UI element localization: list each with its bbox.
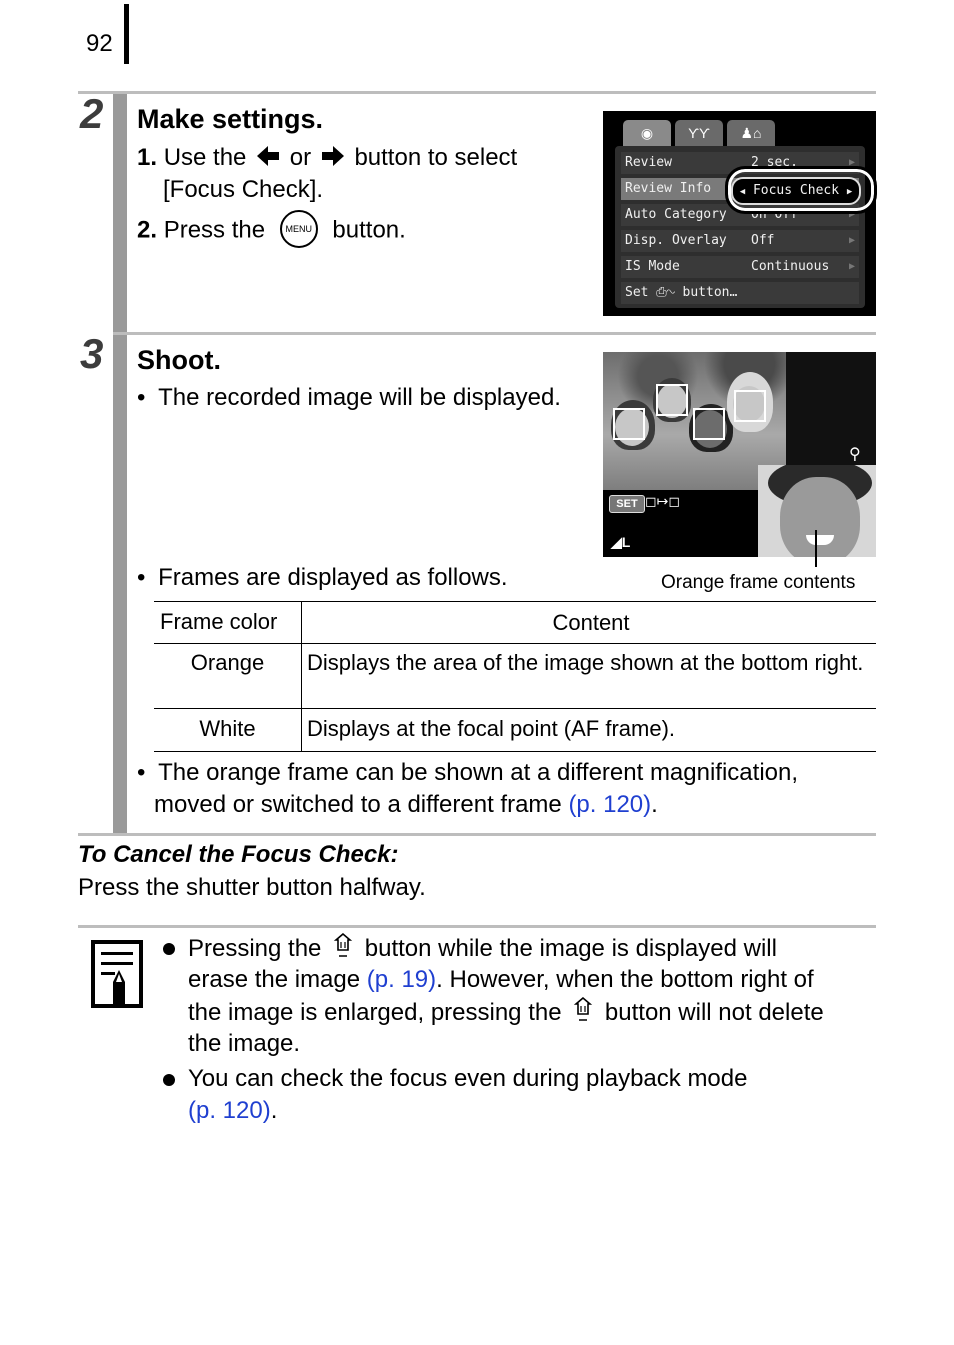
photo-caption: Orange frame contents bbox=[661, 572, 856, 593]
right-triangle-icon: ▶ bbox=[846, 187, 853, 197]
note-b2-line2 bbox=[188, 1095, 277, 1127]
menu-row bbox=[621, 256, 859, 278]
menu-row-label: Auto Category bbox=[625, 207, 727, 222]
page-link[interactable]: (p. 120) bbox=[188, 1097, 271, 1124]
orange-frame-zoom bbox=[758, 465, 876, 557]
left-triangle-icon: ◀ bbox=[739, 187, 746, 197]
menu-row-value: On Off bbox=[751, 207, 798, 222]
table-cell-color: Orange bbox=[154, 644, 302, 709]
menu-row-label: Review bbox=[625, 155, 672, 170]
magnify-icon: ⚲ bbox=[849, 446, 861, 463]
table-header-cell: Frame color bbox=[154, 602, 302, 644]
menu-button-label: MENU bbox=[285, 224, 312, 234]
bullet-dot-icon bbox=[163, 1074, 175, 1086]
note-text: . However, when the bottom right of bbox=[436, 966, 814, 993]
note-pencil-icon bbox=[91, 940, 147, 1012]
menu-row-label: Set ⎙∿ button… bbox=[625, 285, 738, 300]
menu-row-value: Continuous bbox=[751, 259, 830, 274]
step3-bullet3 bbox=[137, 757, 798, 789]
menu-row-value: 2 sec. bbox=[751, 155, 798, 170]
set-badge: SET bbox=[609, 495, 645, 513]
step3-heading: Shoot. bbox=[137, 345, 221, 375]
step3-number: 3 bbox=[80, 330, 104, 377]
table-cell-content: Displays the area of the image shown at the bottom right. bbox=[302, 644, 877, 709]
af-frame-white bbox=[656, 384, 688, 416]
zoom-face bbox=[780, 477, 860, 557]
right-triangle-icon: ▶ bbox=[848, 235, 855, 246]
table-cell-content: Displays at the focal point (AF frame). bbox=[302, 709, 877, 752]
note-text: Pressing the bbox=[188, 934, 322, 962]
note-b2-line1: You can check the focus even during playback mode bbox=[188, 1065, 748, 1092]
item1-post: button to select bbox=[354, 144, 518, 171]
menu-row-value: Off bbox=[751, 233, 775, 248]
item1-number: 1. bbox=[137, 144, 158, 171]
bullet3-line2: moved or switched to a different frame bbox=[154, 791, 562, 818]
focus-check-value bbox=[731, 177, 861, 205]
note-b1-line3 bbox=[188, 996, 824, 1031]
note-text: erase the image bbox=[188, 966, 361, 993]
af-frame-orange bbox=[693, 408, 725, 440]
step2-item1 bbox=[137, 142, 517, 175]
step2-number: 2 bbox=[80, 90, 104, 137]
table-cell-color: White bbox=[154, 709, 302, 752]
item2-number: 2. bbox=[137, 216, 158, 244]
cancel-text: Press the shutter button halfway. bbox=[78, 874, 426, 901]
bullet1-text: The recorded image will be displayed. bbox=[158, 384, 561, 411]
bullet3-line1: The orange frame can be shown at a different magnification, bbox=[158, 759, 799, 786]
table-row bbox=[154, 644, 876, 709]
frame-switch-icon: ◻↦◻ bbox=[645, 493, 680, 509]
step3-bullet1 bbox=[137, 382, 561, 414]
note-text: button will not delete bbox=[604, 998, 824, 1026]
note-text: . bbox=[270, 1097, 278, 1124]
table-header-row bbox=[154, 602, 876, 644]
right-triangle-icon: ▶ bbox=[848, 209, 855, 220]
note-b1-line4: the image. bbox=[188, 1030, 301, 1057]
selected-value-label: Focus Check bbox=[752, 183, 840, 198]
my-settings-tab-icon: ♟⌂ bbox=[727, 120, 775, 146]
cancel-title: To Cancel the Focus Check: bbox=[78, 841, 399, 868]
caption-pointer-line bbox=[815, 530, 817, 567]
erase-button-icon bbox=[332, 932, 354, 967]
item1-mid: or bbox=[289, 144, 312, 171]
bullet-icon: • bbox=[137, 564, 146, 591]
setup-tab-icon: ϒϒ bbox=[675, 120, 723, 146]
bullet-icon: • bbox=[137, 384, 146, 411]
menu-row-label: Review Info bbox=[625, 181, 712, 196]
bullet2-text: Frames are displayed as follows. bbox=[158, 564, 508, 591]
bullet-dot-icon bbox=[163, 943, 175, 955]
erase-button-icon bbox=[572, 996, 594, 1031]
step3-bottom-rule bbox=[78, 833, 876, 836]
item1-pre: Use the bbox=[163, 144, 247, 171]
note-text: button while the image is displayed will bbox=[364, 934, 777, 962]
menu-row bbox=[621, 282, 859, 304]
right-triangle-icon: ▶ bbox=[848, 157, 855, 168]
camera-tab-icon: ◉ bbox=[623, 120, 671, 146]
bullet3-end: . bbox=[651, 791, 658, 818]
note-b1-line2 bbox=[188, 964, 814, 996]
camera-menu-screen bbox=[603, 111, 876, 316]
frame-color-table bbox=[154, 601, 876, 752]
page-number: 92 bbox=[86, 30, 113, 57]
bullet-icon: • bbox=[137, 759, 146, 786]
menu-row-label: IS Mode bbox=[625, 259, 680, 274]
step2-bar bbox=[113, 94, 127, 332]
step3-top-rule bbox=[113, 332, 876, 335]
page-link[interactable]: (p. 19) bbox=[366, 966, 437, 993]
step3-bar bbox=[113, 335, 127, 833]
menu-row bbox=[621, 230, 859, 252]
note-b1-line1 bbox=[188, 932, 777, 967]
table-row bbox=[154, 709, 876, 752]
menu-row-label: Disp. Overlay bbox=[625, 233, 727, 248]
note-text: the image is enlarged, pressing the bbox=[188, 998, 562, 1026]
table-header-cell: Content bbox=[302, 602, 877, 644]
page-number-bar bbox=[124, 4, 129, 64]
af-frame-white bbox=[734, 390, 766, 422]
step2-top-rule bbox=[78, 91, 876, 94]
image-size-icon: ◢L bbox=[611, 534, 631, 550]
right-triangle-icon: ▶ bbox=[848, 261, 855, 272]
playback-photo bbox=[603, 352, 876, 557]
note-top-rule bbox=[78, 925, 876, 928]
right-arrow-icon bbox=[322, 143, 344, 175]
step2-item2 bbox=[137, 212, 406, 250]
page-link[interactable]: (p. 120) bbox=[568, 791, 652, 818]
item1-line2: [Focus Check]. bbox=[163, 176, 324, 203]
menu-button-icon bbox=[280, 210, 318, 248]
af-frame-white bbox=[613, 408, 645, 440]
bullet3-line2-wrap bbox=[154, 789, 658, 821]
step3-bullet2 bbox=[137, 562, 508, 594]
left-arrow-icon bbox=[257, 143, 279, 175]
item2-post: button. bbox=[332, 216, 406, 244]
step2-heading: Make settings. bbox=[137, 104, 324, 134]
item2-pre: Press the bbox=[163, 216, 266, 244]
